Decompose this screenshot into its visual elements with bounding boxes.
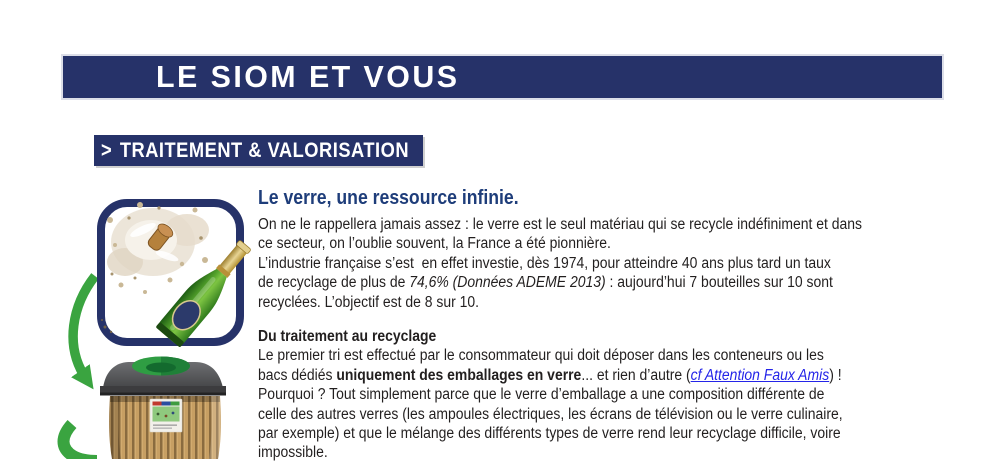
text-line: [258, 406, 938, 425]
text-segment: Du traitement au recyclage: [258, 327, 437, 345]
article-paragraph: [258, 347, 938, 463]
article-subheading: [258, 328, 938, 347]
section-header-traitement-valorisation: [94, 135, 423, 166]
siom-banner: [63, 56, 942, 98]
text-segment: ) !: [829, 366, 842, 384]
text-segment: par exemple) et que le mélange des différents types de verre rend leur recyclage difficile, voire: [258, 424, 841, 442]
text-segment: ce secteur, on l’oublie souvent, la France a été pionnière.: [258, 235, 611, 253]
text-segment: Le premier tri est effectué par le consommateur qui doit déposer dans les conteneurs ou les: [258, 347, 824, 365]
article-title: Le verre, une ressource infinie.: [258, 186, 519, 209]
glass-container-illustration: [100, 357, 226, 460]
text-line: [258, 294, 938, 313]
text-segment: Pourquoi ? Tout simplement parce que le verre d’emballage a une composition différente de: [258, 386, 825, 404]
champagne-illustration: [101, 202, 255, 348]
green-arrow-down-partial-icon: [64, 424, 98, 459]
article: [258, 187, 938, 464]
banner-title: LE SIOM ET VOUS: [156, 59, 460, 94]
left-illustration-column: [55, 190, 255, 459]
text-line: [258, 444, 938, 463]
green-arrow-down-icon: [73, 276, 95, 380]
text-segment: : aujourd’hui 7 bouteilles sur 10 sont: [605, 274, 833, 292]
text-segment: 74,6% (Données ADEME 2013): [409, 274, 606, 292]
article-body: [258, 216, 938, 464]
text-segment: uniquement des emballages en verre: [336, 366, 582, 384]
text-segment: bacs dédiés: [258, 366, 337, 384]
text-segment: impossible.: [258, 444, 328, 462]
attention-faux-amis-link[interactable]: cf Attention Faux Amis: [690, 366, 830, 384]
text-segment: L’industrie française s’est en effet investie, dès 1974, pour atteindre 40 ans plus tard un taux: [258, 254, 831, 272]
text-line: [258, 274, 938, 293]
text-segment: celle des autres verres (les ampoules électriques, les écrans de télévision ou le verre culinaire,: [258, 405, 843, 423]
text-segment: recyclées. L’objectif est de 8 sur 10.: [258, 293, 480, 311]
text-segment: de recyclage de plus de: [258, 274, 410, 292]
text-line: [258, 328, 938, 347]
chevron-right-icon: >: [101, 138, 113, 162]
text-line: [258, 386, 938, 405]
text-segment: ... et rien d’autre (: [581, 366, 691, 384]
text-line: [258, 367, 938, 386]
text-line: [258, 255, 938, 274]
container-label: [150, 399, 182, 432]
article-paragraph: [258, 216, 938, 255]
text-line: [258, 347, 938, 366]
article-paragraph: [258, 255, 938, 313]
text-line: [258, 216, 938, 235]
text-line: [258, 235, 938, 254]
section-label: TRAITEMENT & VALORISATION: [119, 138, 410, 162]
section-header-text: [101, 135, 409, 166]
text-line: [258, 425, 938, 444]
text-segment: On ne le rappellera jamais assez : le verre est le seul matériau qui se recycle indéfiniment et dans: [258, 216, 863, 233]
